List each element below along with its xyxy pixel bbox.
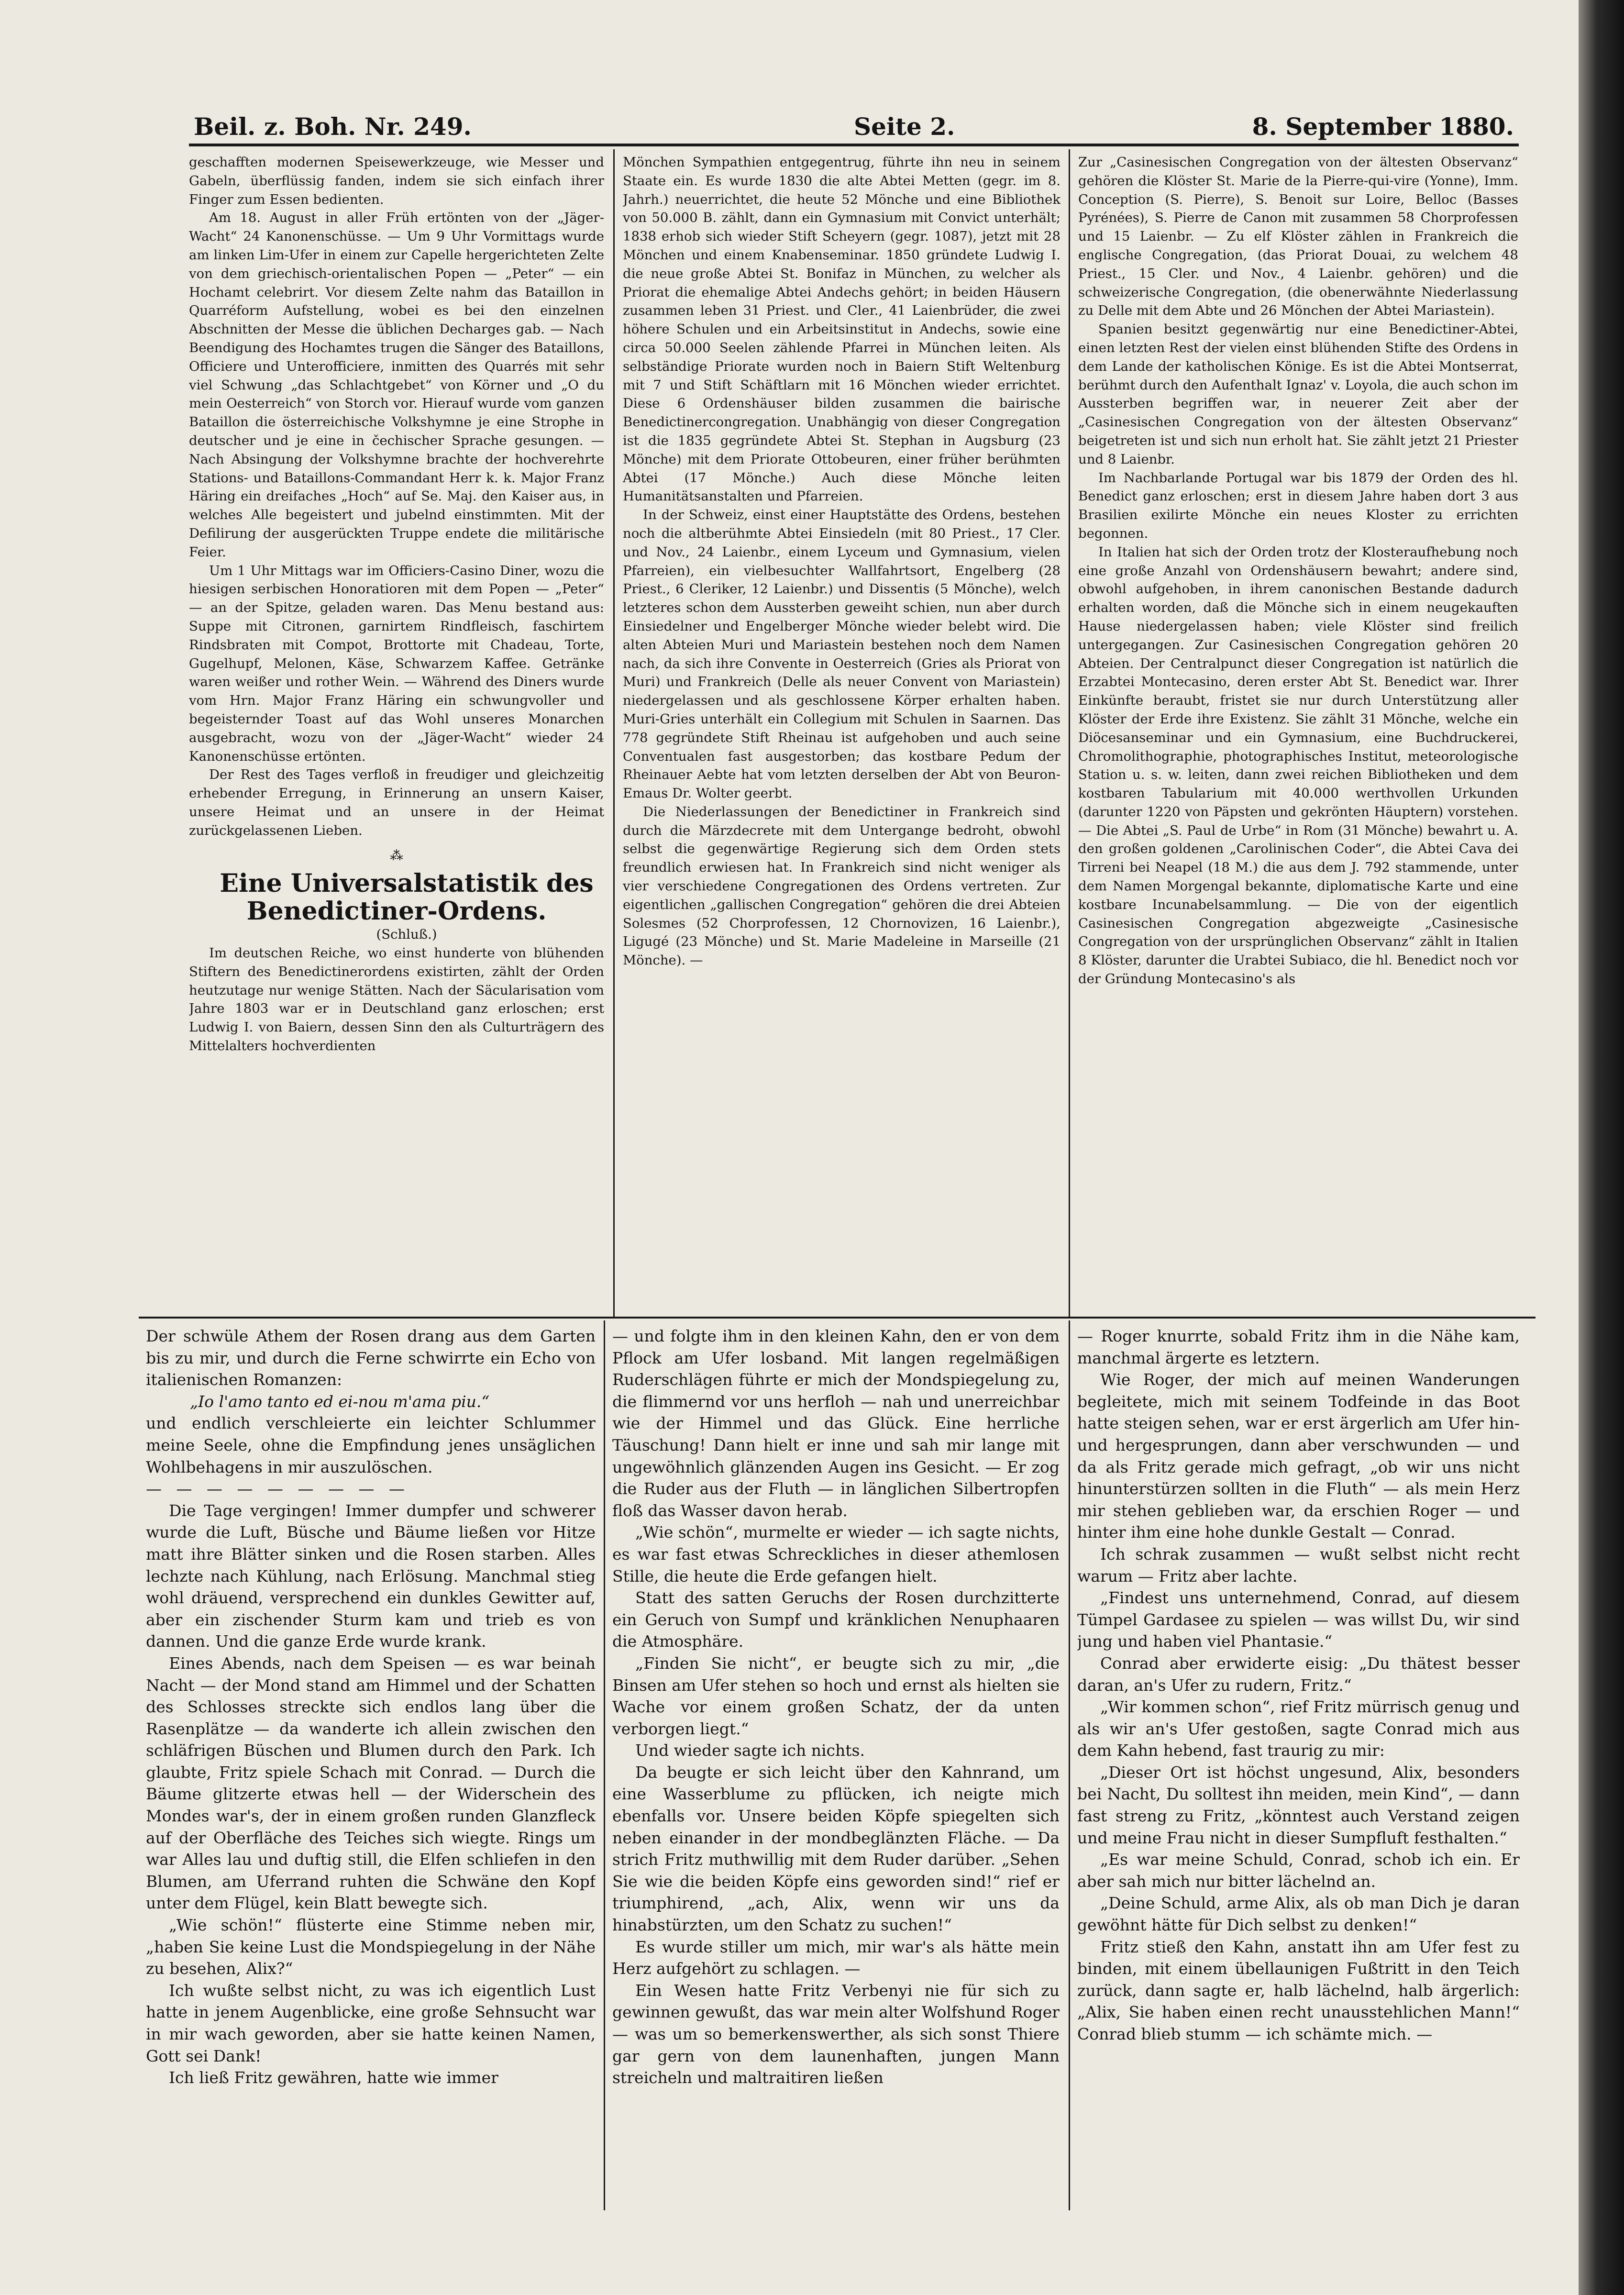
article-paragraph: Der Rest des Tages verfloß in freudiger und gleichzeitig erhebender Erregung, in Erinnerung an unsern Kaiser, unsere Heimat und an unsere in der Heimat zurückgelassenen Lieben. — [189, 767, 604, 838]
story-paragraph: „Finden Sie nicht“, er beugte sich zu mir, „die Binsen am Ufer stehen so hoch und ernst als hielten sie Wache vor einem großen Schatz, der da unten verborgen liegt.“ — [612, 1653, 1060, 1738]
story-paragraph: — Roger knurrte, sobald Fritz ihm in die Nähe kam, manchmal ärgerte es letztern. — [1077, 1327, 1520, 1367]
article-column-1 — [189, 153, 604, 1311]
article-paragraph: Am 18. August in aller Früh ertönten von der „Jäger-Wacht“ 24 Kanonenschüsse. — Um 9 Uhr Vormittags wurde am linken Lim-Ufer in einem zur Capelle hergerichteten Zelte von dem griechisch-orientalischen Popen — „Peter“ — ein Hochamt celebrirt. Vor diesem Zelte nahm das Bataillon in Quarréform Aufstellung, wobei es bei den einzelnen Abschnitten der Messe die üblichen Decharges gab. — Nach Beendigung des Hochamtes trugen die Sänger des Bataillons, Officiere und Unterofficiere, inmitten des Quarrés mit sehr viel Schwung „das Schlachtgebet“ von Körner und „O du mein Oesterreich“ von Storch vor. Hierauf wurde vom ganzen Bataillon die österreichische Volkshymne je eine Strophe in deutscher und je eine in čechischer Sprache gesungen. — Nach Absingung der Volkshymne brachte der hochverehrte Stations- und Bataillons-Commandant Herr k. k. Major Franz Häring ein dreifaches „Hoch“ auf Se. Maj. den Kaiser aus, in welches Alle begeistert und jubelnd einstimmten. Mit der Defilirung der ausgerückten Truppe endete die militärische Feier. — [189, 210, 604, 560]
column-rule-2 — [1069, 149, 1070, 1317]
story-paragraph: „Wir kommen schon“, rief Fritz mürrisch genug und als wir an's Ufer gestoßen, sagte Conrad mich aus dem Kahn hebend, fast traurig zu mir: — [1077, 1697, 1520, 1760]
story-paragraph: Die Tage vergingen! Immer dumpfer und schwerer wurde die Luft, Büsche und Bäume ließen vor Hitze matt ihre Blätter sinken und die Rosen starben. Alles lechzte nach Kühlung, nach Erlösung. Manchmal stieg wohl dräuend, versprechend ein dunkles Gewitter auf, aber ein zischender Sturm kam und trieb es von dannen. Und die ganze Erde wurde krank. — [146, 1501, 596, 1651]
article-paragraph: Im deutschen Reiche, wo einst hunderte von blühenden Stiftern des Benedictinerordens existirten, zählt der Orden heutzutage nur wenige Stätten. Nach der Säcularisation vom Jahre 1803 war er in Deutschland ganz erloschen; erst Ludwig I. von Baiern, dessen Sinn den als Culturträgern des Mittelalters hochverdienten — [189, 945, 604, 1054]
story-paragraph: und endlich verschleierte ein leichter Schlummer meine Seele, ohne die Empfindung jenes unsäglichen Wohlbehagens in mir auszulöschen. — [146, 1414, 596, 1476]
section-ornament: ⁂ — [390, 848, 403, 864]
feuilleton-rule — [139, 1317, 1536, 1319]
feuilleton-column-1 — [146, 1325, 596, 2206]
story-paragraph: Der schwüle Athem der Rosen drang aus dem Garten bis zu mir, und durch die Ferne schwirrte ein Echo von italienischen Romanzen: — [146, 1327, 596, 1389]
article-paragraph: Zur „Casinesischen Congregation von der ältesten Observanz“ gehören die Klöster St. Marie de la Pierre-qui-vire (Yonne), Imm. Conception (S. Pierre), S. Benoit sur Loire, Belloc (Basses Pyrénées), S. Pierre de Canon mit zusammen 58 Chorprofessen und 15 Laienbr. — Zu elf Klöster zählen in Frankreich die englische Congregation, (das Priorat Douai, zu welchem 48 Priest., 15 Cler. und Nov., 4 Laienbr. gehören) und die schweizerische Congregation, (die obenerwähnte Niederlassung zu Delle mit dem Abte und 26 Mönchen der Abtei Mariastein). — [1078, 155, 1518, 319]
story-paragraph: „Wie schön!“ flüsterte eine Stimme neben mir, „haben Sie keine Lust die Mondspiegelung in der Nähe zu besehen, Alix?“ — [146, 1916, 596, 1978]
story-paragraph: Fritz stieß den Kahn, anstatt ihn am Ufer fest zu binden, mit einem übellaunigen Fußtritt in den Teich zurück, dann sagte er, halb lächelnd, halb ärgerlich: „Alix, Sie haben einen recht unausstehlichen Mann!“ Conrad blieb stumm — ich schämte mich. — — [1077, 1937, 1520, 2043]
story-paragraph: Es wurde stiller um mich, mir war's als hätte mein Herz aufgehört zu schlagen. — — [612, 1937, 1060, 1978]
article-column-3 — [1078, 153, 1518, 1311]
article-subhead: (Schluß.) — [376, 927, 437, 942]
article-paragraph: In der Schweiz, einst einer Hauptstätte des Ordens, bestehen noch die altberühmte Abtei Einsiedeln (mit 80 Priest., 17 Cler. und Nov., 24 Laienbr., einem Lyceum und Gymnasium, vielen Pfarreien), ein vielbesuchter Wallfahrtsort, Engelberg (28 Priest., 6 Cleriker, 12 Laienbr.) und Dissentis (5 Mönche), welch letzteres schon dem Aussterben geweiht schien, nun aber durch Einsiedelner und Engelberger Mönche wieder belebt wird. Die alten Abteien Muri und Mariastein bestehen noch dem Namen nach, da sich ihre Convente in Oesterreich (Gries als Priorat von Muri) und Frankreich (Delle als neuer Convent von Mariastein) niedergelassen und als geschlossene Körper erhalten haben. Muri-Gries unterhält ein Collegium mit Schulen in Saarnen. Das 778 gegründete Stift Rheinau ist aufgehoben und auch seine Conventualen fast ausgestorben; das kostbare Pedum der Rheinauer Aebte hat vom letzten derselben der Abt von Beuron-Emaus Dr. Wolter geerbt. — [623, 507, 1061, 801]
page-number: Seite 2. — [854, 112, 955, 141]
feuilleton-column-3 — [1077, 1325, 1520, 2206]
story-paragraph: „Es war meine Schuld, Conrad, schob ich ein. Er aber sah mich nur bitter lächelnd an. — [1077, 1850, 1520, 1891]
story-paragraph: Ich schrak zusammen — wußt selbst nicht recht warum — Fritz aber lachte. — [1077, 1544, 1520, 1585]
feuilleton-column-rule-2 — [1069, 1320, 1070, 2210]
article-paragraph: Die Niederlassungen der Benedictiner in Frankreich sind durch die Märzdecrete mit dem Untergange bedroht, obwohl selbst die gegenwärtige Regierung sich dem Orden stets freundlich erwiesen hat. In Frankreich sind nicht weniger als vier verschiedene Congregationen des Ordens vertreten. Zur eigentlichen „gallischen Congregation“ gehören die drei Abteien Solesmes (52 Chorprofessen, 12 Chornovizen, 16 Laienbr.), Ligugé (23 Mönche) und St. Marie Madeleine in Marseille (21 Mönche). — — [623, 804, 1061, 968]
page-edge-shadow — [1579, 0, 1624, 2295]
article-paragraph: Mönchen Sympathien entgegentrug, führte ihn neu in seinem Staate ein. Es wurde 1830 die alte Abtei Metten (gegr. im 8. Jahrh.) neuerrichtet, die heute 52 Mönche und eine Bibliothek von 50.000 B. zählt, dann ein Gymnasium mit Convict unterhält; 1838 erhob sich wieder Stift Scheyern (gegr. 1087), jetzt mit 28 Mönchen und einem Knabenseminar. 1850 gründete Ludwig I. die neue große Abtei St. Bonifaz in München, zu welcher als Priorat die ehemalige Abtei Andechs gehört; in beiden Häusern zusammen leben 31 Priest. und Cler., 41 Laienbrüder, die zwei höhere Schulen und ein Arbeitsinstitut in Andechs, sowie eine circa 50.000 Seelen zählende Pfarrei in München leiten. Als selbständige Priorate wurden noch in Baiern Stift Weltenburg mit 7 und Stift Schäftlarn mit 16 Mönchen wieder errichtet. Diese 6 Ordenshäuser bilden zusammen die bairische Benedictinercongregation. Unabhängig von dieser Congregation ist die 1835 gegründete Abtei St. Stephan in Augsburg (23 Mönche) mit dem Priorate Ottobeuren, einer früher berühmten Abtei (17 Mönche.) Auch diese Mönche leiten Humanitätsanstalten und Pfarreien. — [623, 155, 1061, 504]
story-paragraph: „Deine Schuld, arme Alix, als ob man Dich je daran gewöhnt hätte für Dich selbst zu denken!“ — [1077, 1894, 1520, 1935]
story-paragraph: Wie Roger, der mich auf meinen Wanderungen begleitete, mich mit seinem Todfeinde in das Boot hatte steigen sehen, war er erst ärgerlich am Ufer hin- und hergesprungen, dann aber verschwunden — und da als Fritz gerade mich gefragt, „ob wir uns nicht hinunterstürzen sollten in die Fluth“ — als mein Herz mir stehen geblieben war, da erschien Roger — und hinter ihm eine hohe dunkle Gestalt — Conrad. — [1077, 1370, 1520, 1542]
scene-break: — — — — — — — — — — [146, 1479, 409, 1498]
story-paragraph: Conrad aber erwiderte eisig: „Du thätest besser daran, an's Ufer zu rudern, Fritz.“ — [1077, 1653, 1520, 1695]
story-paragraph: „Findest uns unternehmend, Conrad, auf diesem Tümpel Gardasee zu spielen — was willst Du, wir sind jung und haben viel Phantasie.“ — [1077, 1588, 1520, 1651]
story-paragraph: — und folgte ihm in den kleinen Kahn, den er von dem Pflock am Ufer losband. Mit langen regelmäßigen Ruderschlägen führte er mich der Mondspiegelung zu, die flimmernd vor uns herfloh — nah und unerreichbar wie der Himmel und das Glück. Eine herrliche Täuschung! Dann hielt er inne und sah mir lange mit ungewöhnlich glänzenden Augen ins Gesicht. — Er zog die Ruder aus der Fluth — in länglichen Silbertropfen floß das Wasser davon herab. — [612, 1327, 1060, 1520]
feuilleton-column-2 — [612, 1325, 1060, 2206]
story-paragraph: Statt des satten Geruchs der Rosen durchzitterte ein Geruch von Sumpf und kränklichen Nenuphaaren die Atmosphäre. — [612, 1588, 1060, 1651]
article-column-2 — [623, 153, 1061, 1311]
story-paragraph: Ein Wesen hatte Fritz Verbenyi nie für sich zu gewinnen gewußt, das war mein alter Wolfshund Roger — was um so bemerkenswerther, als sich sonst Thiere gar gern von dem launenhaften, jungen Mann streicheln und maltraitiren ließen — [612, 1981, 1060, 2087]
feuilleton-column-rule-1 — [604, 1320, 605, 2210]
issue-date: 8. September 1880. — [1252, 112, 1514, 141]
story-paragraph: Ich ließ Fritz gewähren, hatte wie immer — [169, 2068, 498, 2087]
story-paragraph: Eines Abends, nach dem Speisen — es war beinah Nacht — der Mond stand am Himmel und der Schatten des Schlosses streckte sich endlos lang über die Rasenplätze — da wanderte ich allein zwischen den schläfrigen Büschen und Blumen durch den Park. Ich glaubte, Fritz spiele Schach mit Conrad. — Durch die Bäume glitzerte etwas hell — der Widerschein des Mondes war's, der in einem großen runden Glanzfleck auf der Oberfläche des Teiches sich wiegte. Rings um war Alles lau und duftig still, die Elfen schliefen in den Blumen, am Uferrand ruhten die Schwäne den Kopf unter dem Flügel, kein Blatt bewegte sich. — [146, 1653, 596, 1913]
supplement-number: Beil. z. Boh. Nr. 249. — [194, 112, 472, 141]
article-paragraph: Im Nachbarlande Portugal war bis 1879 der Orden des hl. Benedict ganz erloschen; erst in diesem Jahre haben dort 3 aus Brasilien exilirte Mönche ein neues Kloster zu errichten begonnen. — [1078, 470, 1518, 541]
story-paragraph: Da beugte er sich leicht über den Kahnrand, um eine Wasserblume zu pflücken, ich neigte mich ebenfalls vor. Unsere beiden Köpfe spiegelten sich neben einander in der mondbeglänzten Fläche. — Da strich Fritz muthwillig mit dem Ruder darüber. „Sehen Sie wie die beiden Köpfe eins geworden sind!“ rief er triumphirend, „ach, Alix, wenn wir uns da hinabstürzten, um den Schatz zu suchen!“ — [612, 1763, 1060, 1935]
article-paragraph: Spanien besitzt gegenwärtig nur eine Benedictiner-Abtei, einen letzten Rest der vielen einst blühenden Stifte des Ordens in dem Lande der katholischen Könige. Es ist die Abtei Montserrat, berühmt durch den Aufenthalt Ignaz' v. Loyola, die auch schon im Aussterben begriffen war, in neuerer Zeit aber der „Casinesischen Congregation von der ältesten Observanz“ beigetreten ist und sich nun erholt hat. Sie zählt jetzt 21 Priester und 8 Laienbr. — [1078, 322, 1518, 467]
story-paragraph: „Wie schön“, murmelte er wieder — ich sagte nichts, es war fast etwas Schreckliches in dieser athemlosen Stille, die heute die Erde gefangen hielt. — [612, 1523, 1060, 1585]
header-rule — [189, 144, 1519, 146]
column-rule-1 — [613, 149, 615, 1317]
story-paragraph: Ich wußte selbst nicht, zu was ich eigentlich Lust hatte in jenem Augenblicke, eine große Sehnsucht war in mir wach geworden, aber sie hatte keinen Namen, Gott sei Dank! — [146, 1981, 596, 2065]
article-paragraph: Um 1 Uhr Mittags war im Officiers-Casino Diner, wozu die hiesigen serbischen Honoratioren mit dem Popen — „Peter“ — an der Spitze, geladen waren. Das Menu bestand aus: Suppe mit Citronen, garnirtem Rindfleisch, faschirtem Rindsbraten mit Compot, Brottorte mit Chadeau, Torte, Gugelhupf, Melonen, Käse, Schwarzem Kaffee. Getränke waren weißer und rother Wein. — Während des Diners wurde vom Hrn. Major Franz Häring ein schwungvoller und begeisternder Toast auf das Wohl unseres Monarchen ausgebracht, wozu von der „Jäger-Wacht“ wieder 24 Kanonenschüsse ertönten. — [189, 563, 604, 764]
article-paragraph: geschafften modernen Speisewerkzeuge, wie Messer und Gabeln, überflüssig fanden, indem sie sich einfach ihrer Finger zum Essen bedienten. — [189, 155, 604, 207]
story-paragraph: Und wieder sagte ich nichts. — [635, 1741, 865, 1760]
article-paragraph: In Italien hat sich der Orden trotz der Klosteraufhebung noch eine große Anzahl von Ordenshäusern bewahrt; andere sind, obwohl aufgehoben, in ihrem canonischen Bestande dadurch erhalten worden, daß die Mönche sich in einem neugekauften Hause niedergelassen haben; viele Klöster sind freilich untergegangen. Zur Casinesischen Congregation gehören 20 Abteien. Der Centralpunct dieser Congregation ist natürlich die Erzabtei Montecasino, deren erster Abt St. Benedict war. Ihrer Einkünfte beraubt, fristet sie nur durch Unterstützung aller Klöster der Erde ihre Existenz. Sie zählt 31 Mönche, welche ein Diöcesanseminar und ein Gymnasium, eine Buchdruckerei, Chromolithographie, photographisches Institut, meteorologische Station u. s. w. leiten, dann zwei reichen Bibliotheken und dem kostbaren Tabularium mit 40.000 werthvollen Urkunden (darunter 1220 von Päpsten und gekrönten Häuptern) vorstehen. — Die Abtei „S. Paul de Urbe“ in Rom (31 Mönche) bewahrt u. A. den großen goldenen „Carolinischen Coder“, die Abtei Cava dei Tirreni bei Neapel (18 M.) die aus dem J. 792 stammende, unter dem Namen Morgengal bekannte, diplomatische Karte und eine kostbare Incunabelsammlung. — Die von der eigentlich Casinesischen Congregation abgezweigte „Casinesische Congregation von der ursprünglichen Observanz“ zählt in Italien 8 Klöster, darunter die Urabtei Subiaco, die hl. Benedict noch vor der Gründung Montecasino's als — [1078, 544, 1518, 987]
story-paragraph: „Dieser Ort ist höchst ungesund, Alix, besonders bei Nacht, Du solltest ihn meiden, mein Kind“, — dann fast streng zu Fritz, „könntest auch Verstand zeigen und meine Frau nicht in dieser Sumpfluft festhalten.“ — [1077, 1763, 1520, 1847]
song-quote: „Io l'amo tanto ed ei-nou m'ama piu.“ — [190, 1392, 490, 1411]
article-headline: Eine Universalstatistik des Benedictiner-Ordens. — [220, 869, 594, 926]
